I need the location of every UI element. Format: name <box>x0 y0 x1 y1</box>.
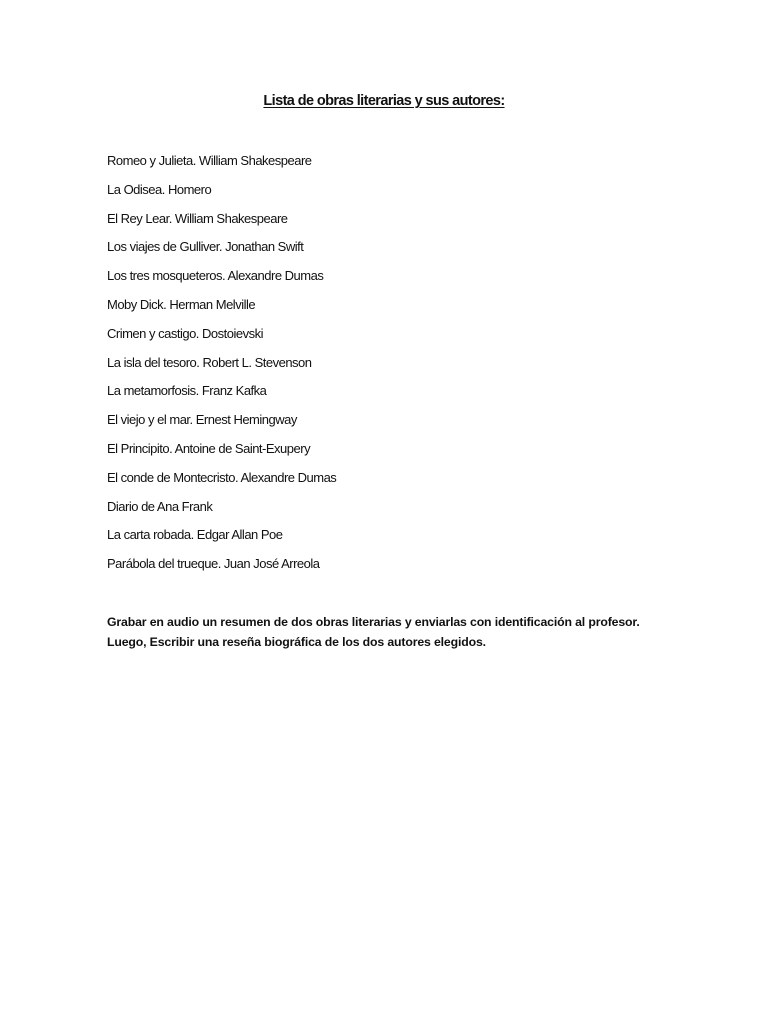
work-item: Diario de Ana Frank <box>107 498 213 514</box>
work-item: El Principito. Antoine de Saint-Exupery <box>107 440 311 456</box>
work-item: El conde de Montecristo. Alexandre Dumas <box>107 469 337 485</box>
work-item: La carta robada. Edgar Allan Poe <box>107 527 283 543</box>
work-item: Parábola del trueque. Juan José Arreola <box>107 556 320 572</box>
instructions-line-1: Grabar en audio un resumen de dos obras literarias y enviarlas con identificación al profesor. <box>107 615 640 629</box>
work-item: Los tres mosqueteros. Alexandre Dumas <box>107 268 324 284</box>
work-item: La Odisea. Homero <box>107 181 212 197</box>
work-item: El Rey Lear. William Shakespeare <box>107 210 288 226</box>
instructions-paragraph <box>107 612 667 652</box>
document-title: Lista de obras literarias y sus autores: <box>263 93 505 109</box>
work-item: La metamorfosis. Franz Kafka <box>107 383 267 399</box>
work-item: Crimen y castigo. Dostoievski <box>107 325 263 341</box>
work-item: Moby Dick. Herman Melville <box>107 296 256 312</box>
work-item: El viejo y el mar. Ernest Hemingway <box>107 412 297 428</box>
work-item: La isla del tesoro. Robert L. Stevenson <box>107 354 312 370</box>
work-item: Los viajes de Gulliver. Jonathan Swift <box>107 239 304 255</box>
works-list <box>107 153 336 585</box>
instructions-line-2: Luego, Escribir una reseña biográfica de los dos autores elegidos. <box>107 635 486 649</box>
work-item: Romeo y Julieta. William Shakespeare <box>107 153 312 168</box>
